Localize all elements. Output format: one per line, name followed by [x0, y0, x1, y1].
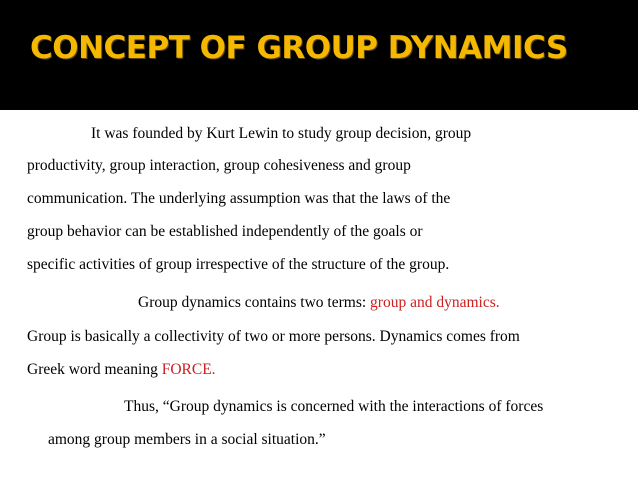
collectivity-line: Group is basically a collectivity of two or more persons. Dynamics comes from [27, 328, 520, 345]
text-line-5: specific activities of group irrespective of the structure of the group. [27, 256, 450, 273]
force-highlight: FORCE. [161, 361, 216, 378]
terms-text: Group dynamics contains two terms: [138, 294, 371, 311]
slide-body [0, 110, 638, 479]
quote-line-1: Thus, “Group dynamics is concerned with the interactions of forces [124, 398, 544, 415]
terms-line [138, 293, 500, 313]
text-line-1: It was founded by Kurt Lewin to study group decision, group [91, 125, 472, 142]
text-line-4: group behavior can be established independently of the goals or [27, 223, 423, 240]
quote-line-2: among group members in a social situation.” [48, 431, 326, 448]
slide-title: CONCEPT OF GROUP DYNAMICS [30, 30, 568, 66]
text-line-2: productivity, group interaction, group cohesiveness and group [27, 157, 411, 174]
text-line-3: communication. The underlying assumption was that the laws of the [27, 190, 451, 207]
force-line [27, 360, 216, 380]
force-text: Greek word meaning [27, 361, 162, 378]
terms-highlight: group and dynamics. [370, 294, 500, 311]
title-band [0, 0, 638, 110]
